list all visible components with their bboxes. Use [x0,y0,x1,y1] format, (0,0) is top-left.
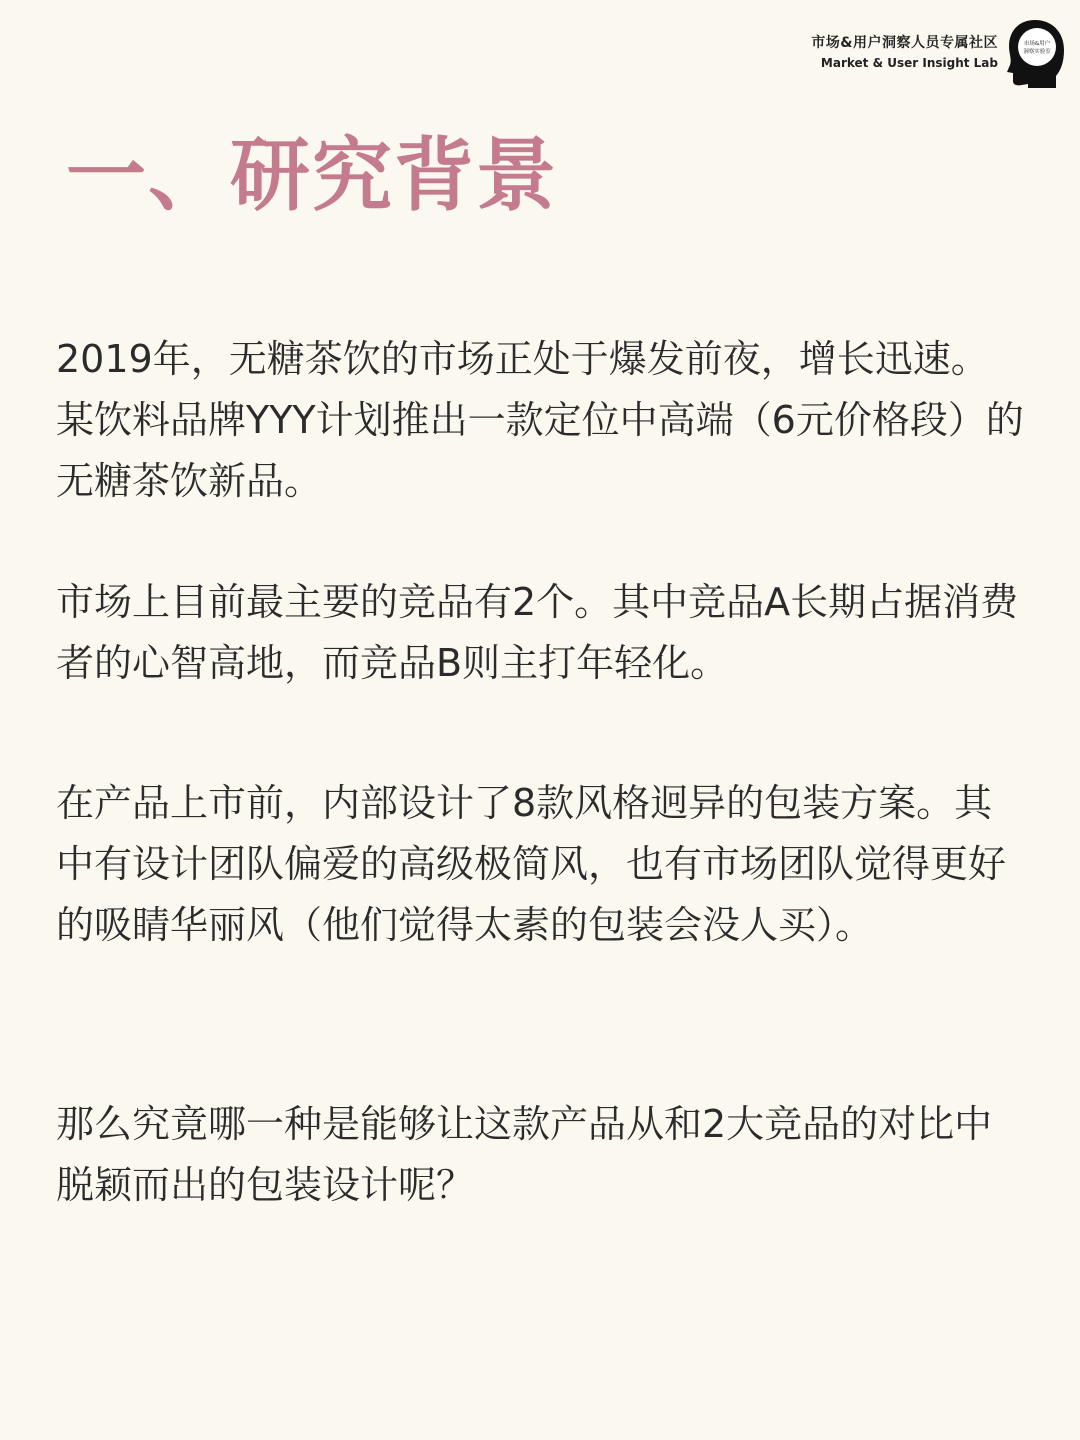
paragraph-market-context: 2019年，无糖茶饮的市场正处于爆发前夜，增长迅速。某饮料品牌YYY计划推出一款定位中高端（6元价格段）的无糖茶饮新品。 [56,337,1024,503]
paragraph-packaging-designs: 在产品上市前，内部设计了8款风格迥异的包装方案。其中有设计团队偏爱的高级极简风，也有市场团队觉得更好的吸睛华丽风（他们觉得太素的包装会没人买）。 [56,781,1007,947]
brand-name-en: Market & User Insight Lab [820,56,998,71]
brand-text [811,35,998,72]
head-silhouette-icon [1006,18,1064,88]
brand-header [811,18,1064,88]
paragraph-competitors: 市场上目前最主要的竞品有2个。其中竞品A长期占据消费者的心智高地，而竞品B则主打年轻化。 [56,580,1019,685]
logo-text-line2: 洞察实验室 [1023,49,1051,55]
logo-text-line1: 市场&用户 [1023,41,1051,47]
paragraph-research-question: 那么究竟哪一种是能够让这款产品从和2大竞品的对比中脱颖而出的包装设计呢？ [56,1102,993,1207]
page-title: 一、研究背景 [66,129,558,222]
brand-name-cn: 市场&用户洞察人员专属社区 [811,34,998,51]
